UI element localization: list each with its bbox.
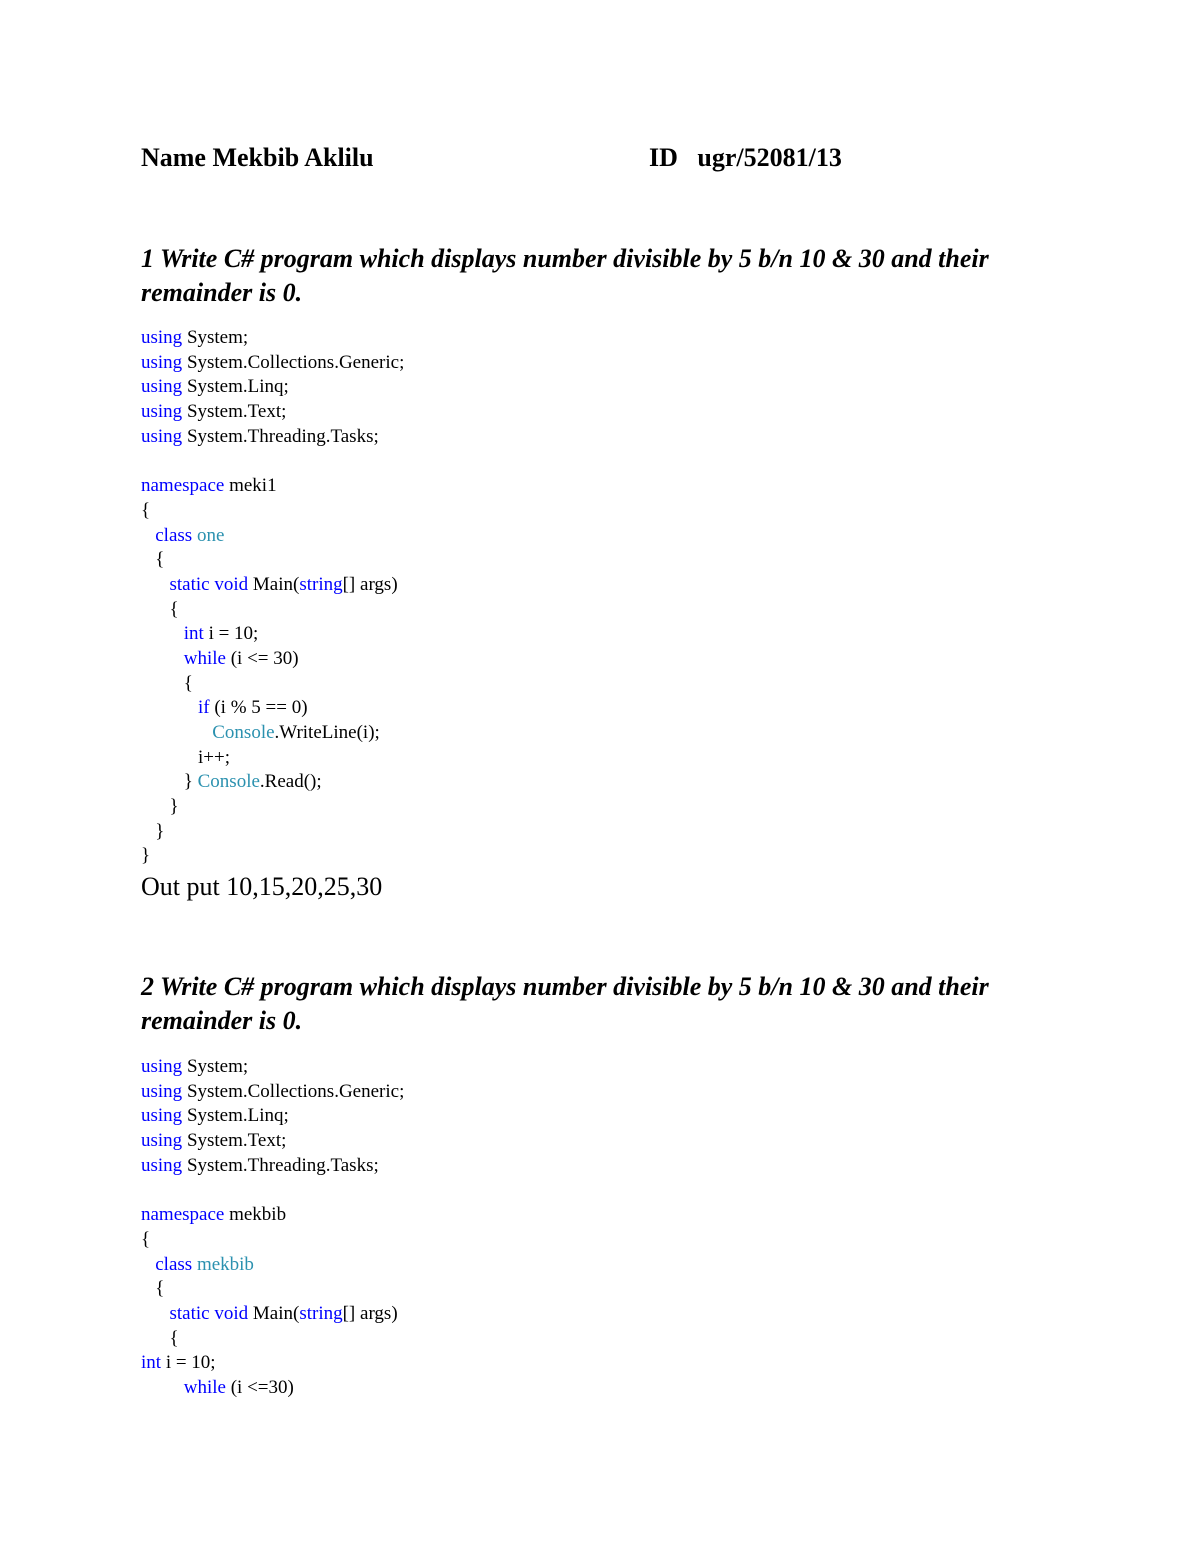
question-1-output: Out put 10,15,20,25,30 xyxy=(141,872,383,901)
code-line xyxy=(141,573,841,598)
code-line xyxy=(141,1203,841,1228)
code-text: (i <= 30) xyxy=(225,647,299,669)
code-text: { xyxy=(141,549,165,571)
code-text: System; xyxy=(182,1056,249,1077)
code-text xyxy=(141,623,184,644)
code-line xyxy=(141,598,841,623)
code-keyword: using xyxy=(141,1080,183,1102)
code-text: { xyxy=(141,1327,179,1349)
student-id: ID ugr/52081/13 xyxy=(649,143,842,172)
code-text: i = 10; xyxy=(161,1352,216,1374)
code-text xyxy=(141,1303,170,1324)
code-text: } xyxy=(141,845,151,867)
code-line xyxy=(141,696,841,721)
code-keyword: using xyxy=(141,401,183,423)
code-line xyxy=(141,1302,841,1327)
code-line xyxy=(141,1253,841,1278)
code-keyword: namespace xyxy=(141,475,225,497)
code-line xyxy=(141,1351,841,1376)
code-keyword: void xyxy=(214,573,249,595)
code-text: System; xyxy=(182,327,249,348)
code-line xyxy=(141,1055,841,1080)
code-text: { xyxy=(141,499,151,521)
code-text: } xyxy=(141,796,179,818)
code-text: [] args) xyxy=(342,573,398,595)
question-2-code xyxy=(141,1055,841,1401)
code-keyword: void xyxy=(214,1302,249,1324)
code-text: System.Threading.Tasks; xyxy=(182,425,379,447)
code-line xyxy=(141,425,841,450)
code-text: (i % 5 == 0) xyxy=(209,697,308,719)
code-text: System.Text; xyxy=(182,1130,287,1152)
code-keyword: while xyxy=(183,1376,226,1398)
code-text: mekbib xyxy=(224,1204,287,1226)
code-keyword: namespace xyxy=(141,1204,225,1226)
code-line xyxy=(141,672,841,697)
code-text: { xyxy=(141,598,179,620)
code-text xyxy=(141,1254,155,1275)
code-text: System.Linq; xyxy=(182,376,289,398)
code-keyword: using xyxy=(141,1056,183,1077)
code-keyword: if xyxy=(198,697,210,719)
code-text: i = 10; xyxy=(203,623,259,645)
code-keyword: int xyxy=(141,1352,162,1374)
student-name: Name Mekbib Aklilu xyxy=(141,143,374,172)
code-line xyxy=(141,326,841,351)
code-keyword: using xyxy=(141,1105,183,1127)
code-line xyxy=(141,375,841,400)
code-line xyxy=(141,524,841,549)
code-line xyxy=(141,351,841,376)
code-line xyxy=(141,400,841,425)
code-line xyxy=(141,499,841,524)
code-text xyxy=(141,1377,184,1398)
code-keyword: using xyxy=(141,327,183,348)
code-keyword: using xyxy=(141,425,183,447)
code-keyword: static xyxy=(169,1302,210,1324)
code-keyword: using xyxy=(141,376,183,398)
code-text: Main( xyxy=(248,573,300,595)
code-keyword: using xyxy=(141,1130,183,1152)
code-line xyxy=(141,746,841,771)
code-text: { xyxy=(141,1228,151,1250)
code-text: { xyxy=(141,1278,165,1300)
code-keyword: class xyxy=(155,524,193,546)
code-line xyxy=(141,1327,841,1352)
code-keyword: string xyxy=(299,573,343,595)
code-keyword: string xyxy=(299,1302,343,1324)
code-line xyxy=(141,1154,841,1179)
code-keyword: using xyxy=(141,351,183,373)
code-text: i++; xyxy=(141,746,230,768)
code-line xyxy=(141,474,841,499)
code-line xyxy=(141,548,841,573)
code-line xyxy=(141,1080,841,1105)
code-text: } xyxy=(141,820,165,842)
code-text: System.Collections.Generic; xyxy=(182,1080,405,1102)
code-text: .WriteLine(i); xyxy=(274,722,380,743)
code-line xyxy=(141,795,841,820)
code-line xyxy=(141,449,841,474)
question-2-title: 2 Write C# program which displays number divisible by 5 b/n 10 & 30 and their remainder is 0. xyxy=(141,972,989,1035)
code-text: .Read(); xyxy=(259,771,322,793)
code-text xyxy=(141,697,198,718)
code-type: one xyxy=(196,524,225,546)
code-line xyxy=(141,1104,841,1129)
code-line xyxy=(141,1228,841,1253)
code-line xyxy=(141,1178,841,1203)
code-text: { xyxy=(141,672,193,694)
code-keyword: using xyxy=(141,1154,183,1176)
code-text: System.Collections.Generic; xyxy=(182,351,405,373)
code-text: [] args) xyxy=(342,1302,398,1324)
code-line xyxy=(141,622,841,647)
code-line xyxy=(141,820,841,845)
code-text: System.Threading.Tasks; xyxy=(182,1154,379,1176)
code-text xyxy=(141,648,184,669)
code-line xyxy=(141,1129,841,1154)
question-1-title: 1 Write C# program which displays number divisible by 5 b/n 10 & 30 and their remainder is 0. xyxy=(141,244,989,307)
code-line xyxy=(141,770,841,795)
code-text: System.Text; xyxy=(182,401,287,423)
code-keyword: int xyxy=(183,623,204,645)
code-line xyxy=(141,844,841,869)
code-text xyxy=(141,525,155,546)
code-line xyxy=(141,1277,841,1302)
code-text: (i <=30) xyxy=(225,1376,294,1398)
code-text xyxy=(141,722,212,743)
code-text: } xyxy=(141,771,198,793)
question-1-code xyxy=(141,326,841,869)
code-keyword: class xyxy=(155,1253,193,1275)
student-header xyxy=(141,138,1041,178)
code-text: Main( xyxy=(248,1302,300,1324)
code-line xyxy=(141,647,841,672)
code-line xyxy=(141,1376,841,1401)
code-text: System.Linq; xyxy=(182,1105,289,1127)
code-type: Console xyxy=(212,722,275,743)
code-type: Console xyxy=(197,771,260,793)
code-text xyxy=(141,574,170,595)
code-type: mekbib xyxy=(196,1253,254,1275)
code-keyword: while xyxy=(183,647,226,669)
code-line xyxy=(141,721,841,746)
code-text: meki1 xyxy=(224,475,277,497)
code-keyword: static xyxy=(169,573,210,595)
